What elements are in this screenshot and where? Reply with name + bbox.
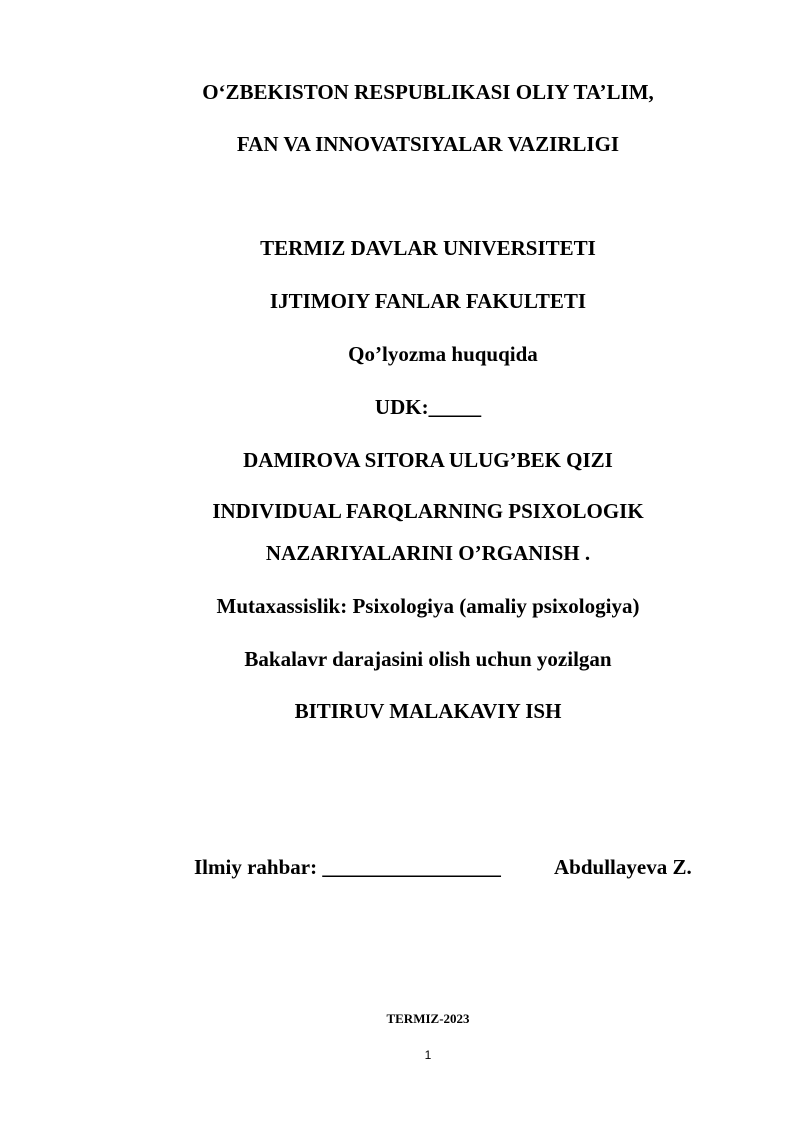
page-number: 1 <box>424 1048 432 1062</box>
thesis-title-line-1: INDIVIDUAL FARQLARNING PSIXOLOGIK <box>212 499 644 523</box>
degree-note: Bakalavr darajasini olish uchun yozilgan <box>244 647 612 671</box>
city-year: TERMIZ-2023 <box>386 1011 470 1026</box>
author-name: DAMIROVA SITORA ULUG’BEK QIZI <box>243 448 613 472</box>
thesis-title-line-2: NAZARIYALARINI O’RGANISH . <box>265 541 591 565</box>
university-name: TERMIZ DAVLAR UNIVERSITETI <box>260 236 596 260</box>
specialty: Mutaxassislik: Psixologiya (amaliy psixologiyа) <box>216 594 640 618</box>
work-type: BITIRUV MALAKAVIY ISH <box>294 699 562 723</box>
supervisor-name: Abdullayeva Z. <box>554 855 692 879</box>
faculty-name: IJTIMOIY FANLAR FAKULTETI <box>269 289 587 313</box>
udk-field: UDK:_____ <box>374 395 482 419</box>
manuscript-note: Qo’lyozma huquqida <box>348 342 538 366</box>
ministry-line-2: FAN VA INNOVATSIYALAR VAZIRLIGI <box>236 132 620 156</box>
supervisor-label: Ilmiy rahbar: _________________ <box>194 855 501 879</box>
ministry-line-1: O‘ZBEKISTON RESPUBLIKASI OLIY TA’LIM, <box>202 80 654 104</box>
